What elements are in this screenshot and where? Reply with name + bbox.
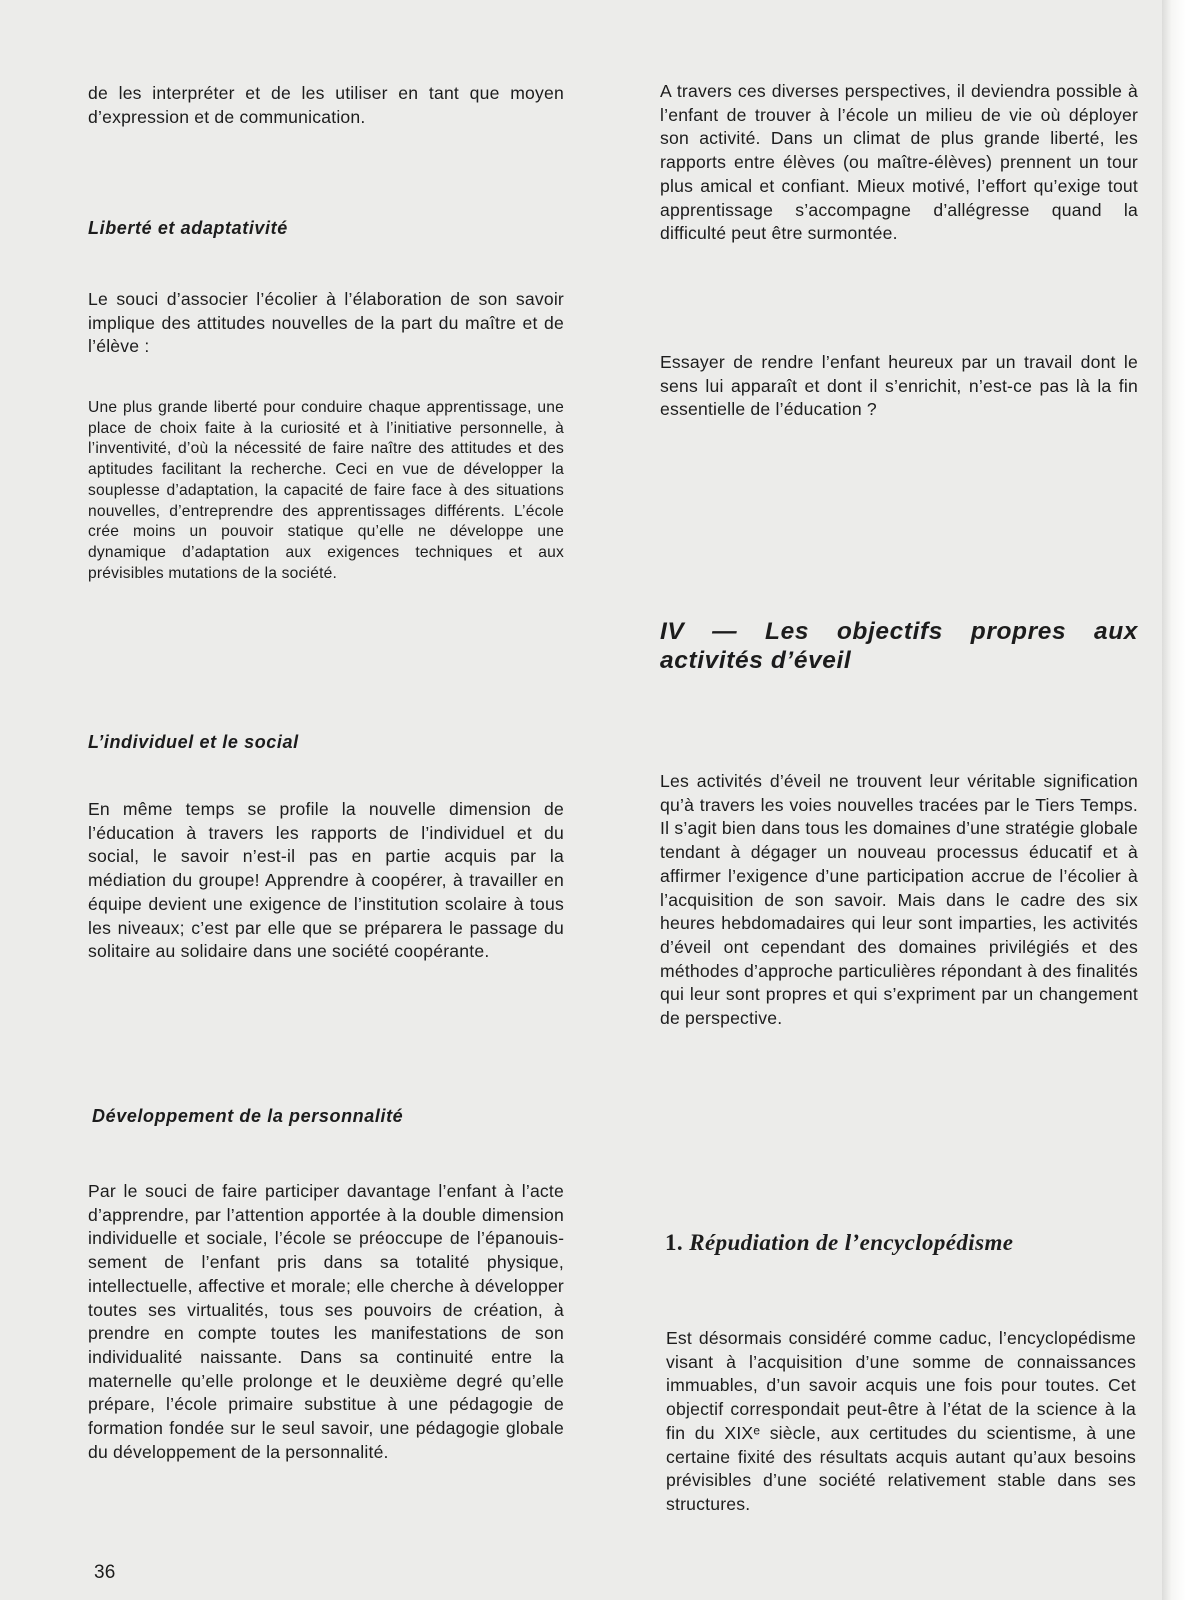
paragraph-essayer: Essayer de rendre l’enfant heureux par un travail dont le sens lui apparaît et dont il s’enrichit, n’est-ce pas là la fin essentielle de l’éducation ? [660, 352, 1138, 420]
page-edge [1162, 0, 1186, 1600]
heading-liberte: Liberté et adaptativité [88, 218, 288, 238]
paragraph-liberte-1: Le souci d’associer l’écolier à l’élaboration de son savoir implique des attitudes nouvelles de la part du maître et de l’élève : [88, 289, 564, 357]
intro-paragraph: de les interpréter et de les utiliser en tant que moyen d’expression et de communication. [88, 83, 564, 127]
paragraph-activites-eveil: Les activités d’éveil ne trouvent leur véritable signification qu’à travers les voies nouvelles tracées par le Tiers Temps. Il s’agit bien dans tous les domaines d’une stratégie globale tendant à dégager un nouveau processus éducatif et à affirmer l’exigence d’une participation accrue de l’écolier à l’acquisition de son savoir. Mais dans le cadre des six heures hebdomadaires qui leur sont imparties, les activités d’éveil ont cependant des domaines privilégiés et des méthodes d’approche particulières répondant à des finalités qui leur sont propres et qui s’expriment par un changement de perspective. [660, 771, 1138, 1029]
page-number: 36 [94, 1562, 116, 1583]
paragraph-liberte-2: Une plus grande liberté pour conduire chaque apprentissage, une place de choix faite à la curiosité et à l’initiative personnelle, à l’inventivité, d’où la nécessité de faire naître des attitudes et des aptitudes facilitant la recherche. Ceci en vue de développer la souplesse d’adaptation, la capacité de faire face à des situations nouvelles, d’entreprendre des apprentissages différents. L’école crée moins un pouvoir statique qu’elle ne développe une dynamique d’adaptation aux exigences techniques et aux prévisibles mutations de la société. [88, 399, 564, 582]
paragraph-personnalite: Par le souci de faire participer davantage l’enfant à l’acte d’apprendre, par l’attention apportée à la double dimension individuelle et sociale, l’école se préoccupe de l’épanouissement de l’enfant pris dans sa totalité physique, intellectuelle, affective et morale; elle cherche à développer toutes ses virtualités, tous ses pouvoirs de création, à prendre en compte toutes les manifestations de son individualité naissante. Dans sa continuité entre la maternelle qu’elle prolonge et le deuxième degré qu’elle prépare, l’école primaire substitue à une pédagogie de formation fondée sur le seul savoir, une pédagogie globale du développement de la personnalité. [88, 1181, 564, 1462]
heading-section-iv: IV — Les objectifs propres aux activités d’éveil [660, 618, 1138, 674]
heading-repudiation-number: 1. [665, 1230, 684, 1255]
paragraph-perspectives: A travers ces diverses perspectives, il deviendra possible à l’enfant de trouver à l’école un milieu de vie où déployer son activité. Dans un climat de plus grande liberté, les rapports entre élèves (ou maître-élèves) prennent un tour plus amical et confiant. Mieux motivé, l’effort qu’exige tout apprentissage s’accompagne d’allégresse quand la difficulté peut être surmontée. [660, 81, 1138, 244]
heading-repudiation [665, 1230, 1013, 1256]
heading-personnalite: Développement de la personnalité [92, 1106, 404, 1126]
paragraph-individuel: En même temps se profile la nouvelle dimension de l’éducation à travers les rapports de l’individuel et du social, le savoir n’est-il pas en partie acquis par la médiation du groupe! Apprendre à coopérer, à travailler en équipe devient une exigence de l’institution scolaire à tous les niveaux; c’est par elle que se préparera le passage du solitaire au solidaire dans une société coopérante. [88, 799, 564, 962]
heading-repudiation-title: Répudiation de l’encyclopédisme [689, 1230, 1014, 1255]
paragraph-encyclopedisme: Est désormais considéré comme caduc, l’encyclopédisme visant à l’acquisition d’une somme de connaissances immuables, d’un savoir acquis une fois pour toutes. Cet objectif correspondait peut-être à l’état de la science à la fin du XIXᵉ siècle, aux certitudes du scientisme, à une certaine fixité des résultats acquis autant qu’aux besoins prévisibles d’une société relativement stable dans ses structures. [666, 1328, 1136, 1514]
heading-individuel: L’individuel et le social [88, 732, 299, 752]
